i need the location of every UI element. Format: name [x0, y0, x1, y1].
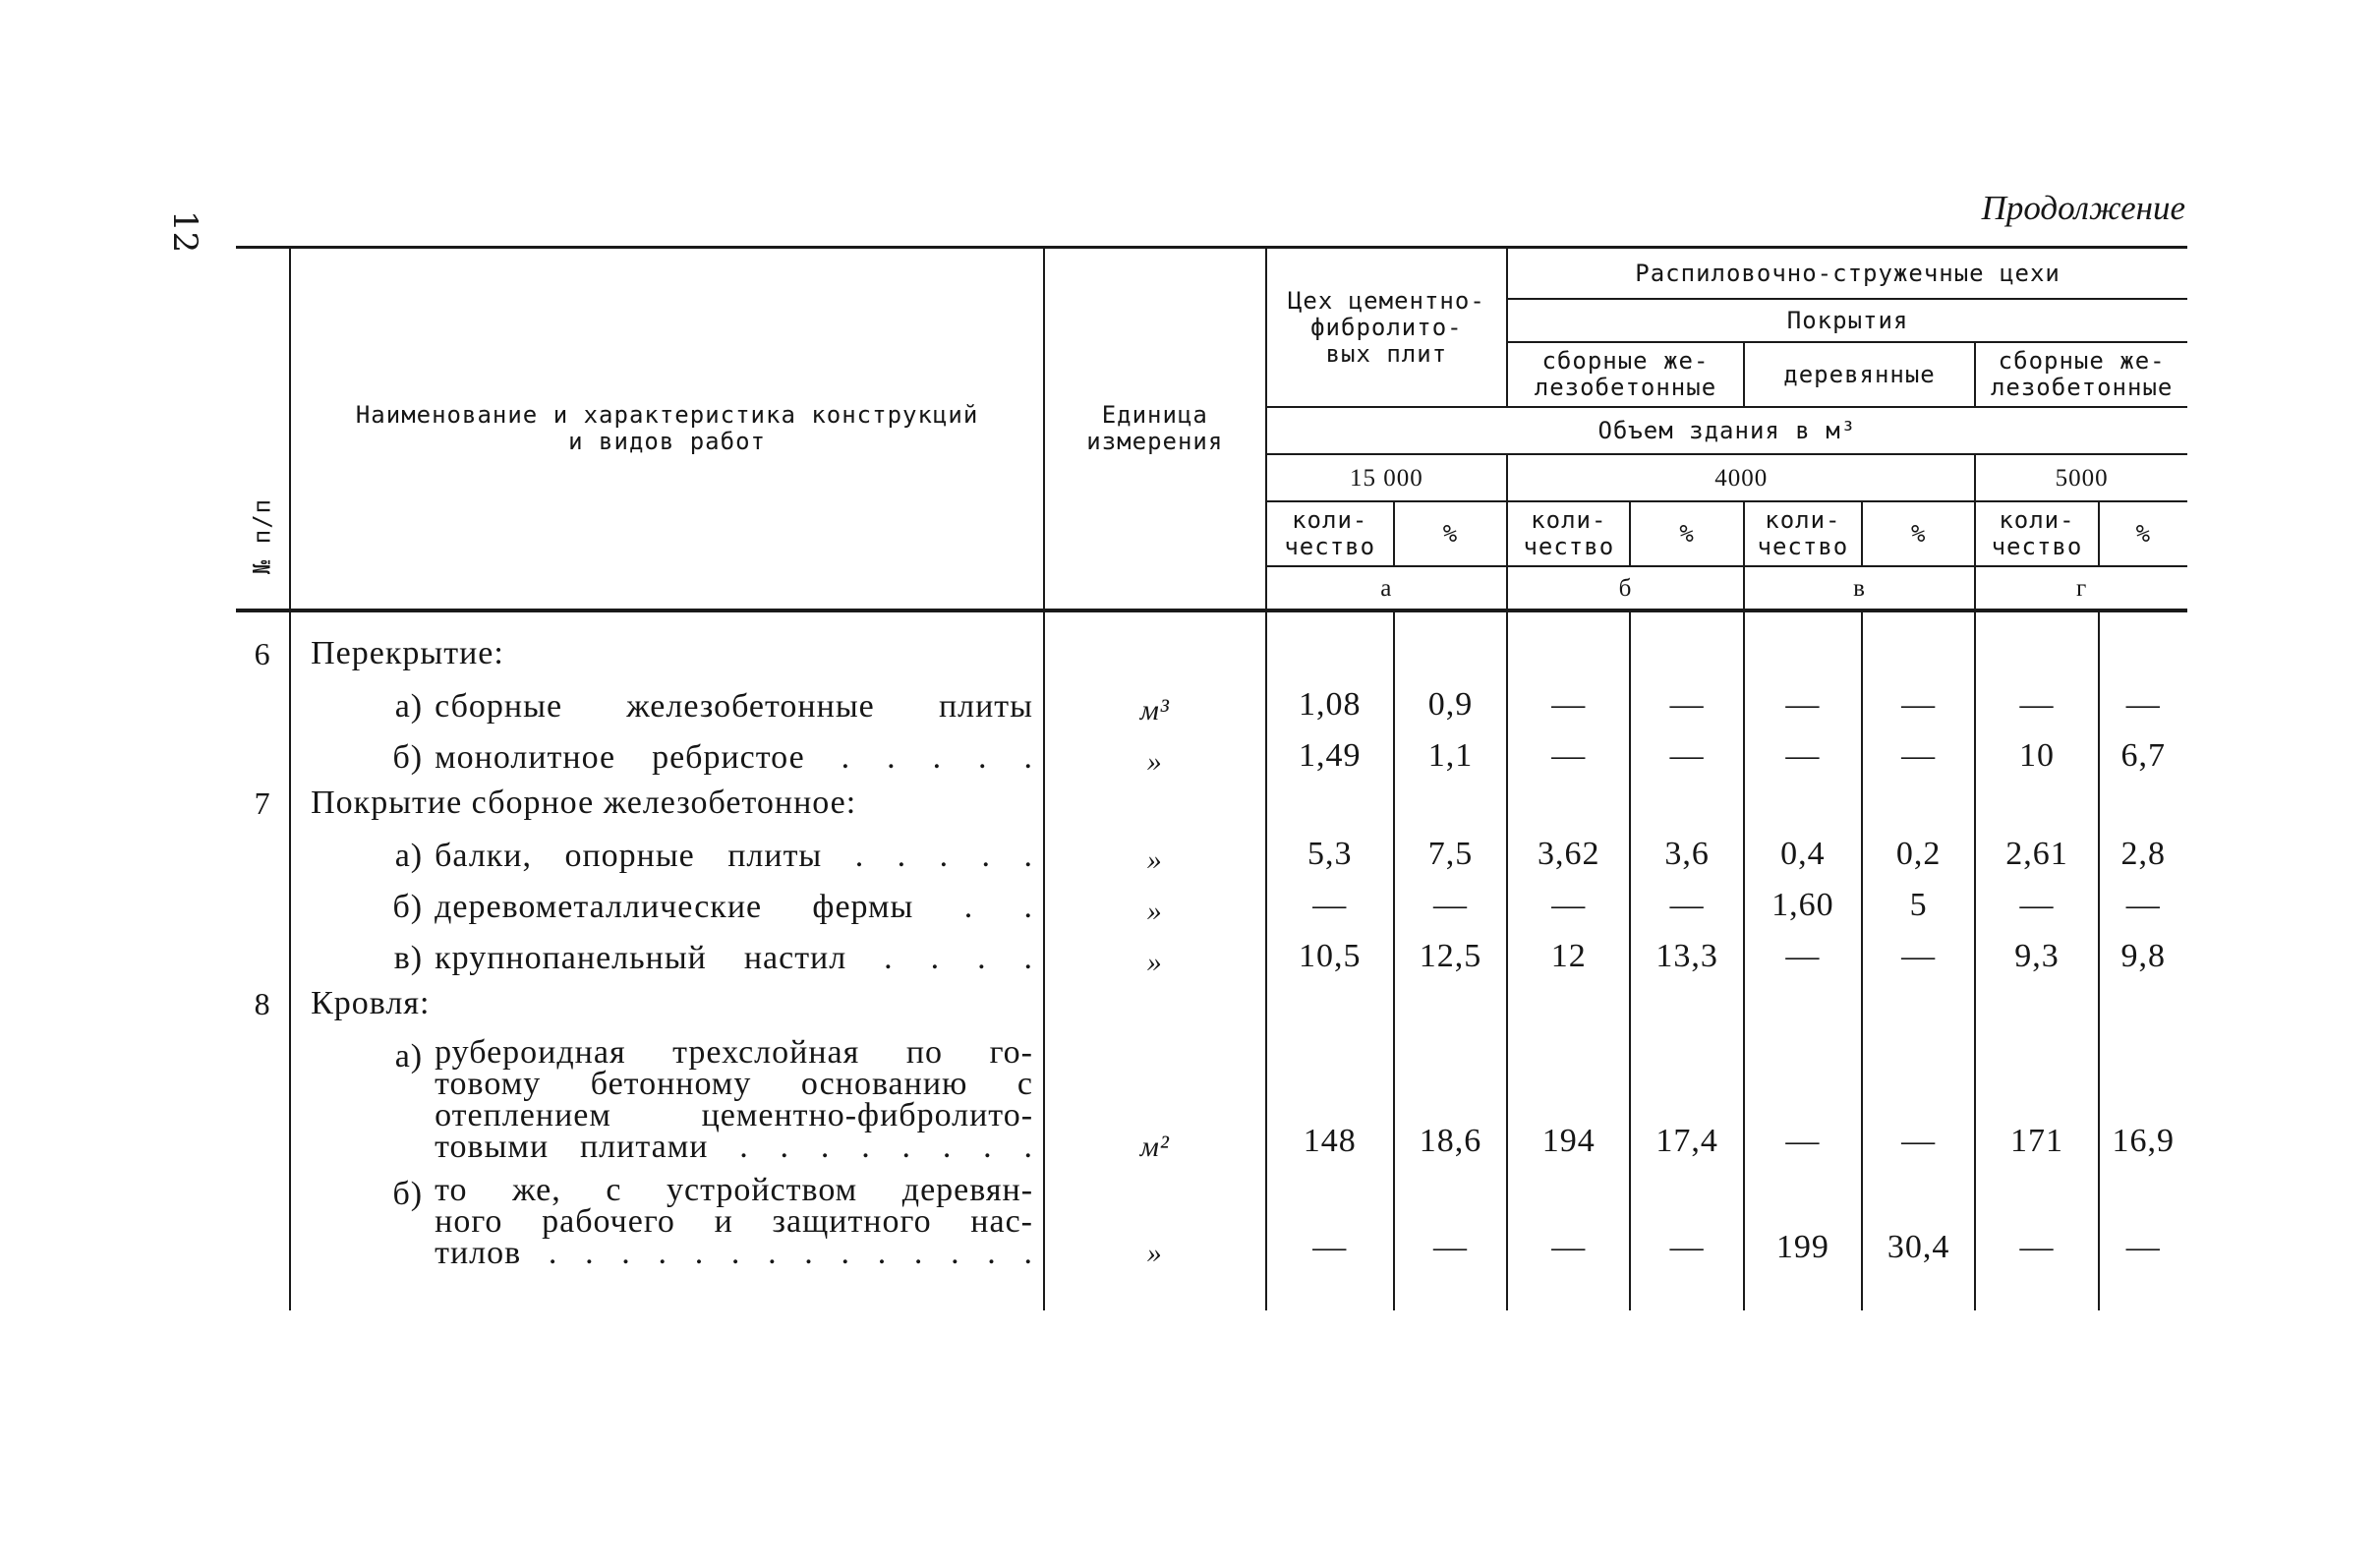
page-number: 12: [165, 210, 204, 254]
value-cell: —: [1507, 882, 1630, 933]
value-cell: —: [2099, 681, 2187, 732]
value-cell: 30,4: [1862, 1169, 1975, 1275]
value-cell: —: [1744, 732, 1862, 784]
header-unit: Единица измерения: [1044, 248, 1266, 611]
value-cell: —: [1862, 732, 1975, 784]
table-row: [236, 882, 2187, 933]
value-cell: 171: [1975, 1031, 2098, 1169]
header-pct-d: %: [2099, 501, 2187, 566]
value-cell: [2099, 634, 2187, 681]
value-cell: [1975, 634, 2098, 681]
value-cell: —: [1630, 681, 1743, 732]
value-cell: 194: [1507, 1031, 1630, 1169]
header-pct-c: %: [1862, 501, 1975, 566]
row-number: 8: [254, 986, 271, 1021]
value-cell: [1507, 984, 1630, 1031]
table-row: [236, 933, 2187, 984]
value-cell: [1744, 634, 1862, 681]
unit-cell: [1044, 634, 1266, 681]
item-name: [290, 831, 1044, 882]
value-cell: 10,5: [1266, 933, 1394, 984]
value-cell: —: [1266, 1169, 1394, 1275]
trailing-cell: [290, 1275, 1044, 1310]
unit-cell: [1044, 984, 1266, 1031]
value-cell: [1507, 634, 1630, 681]
value-cell: 148: [1266, 1031, 1394, 1169]
group-row: [236, 784, 2187, 831]
value-cell: 5: [1862, 882, 1975, 933]
value-cell: 1,1: [1394, 732, 1507, 784]
value-cell: —: [1975, 681, 2098, 732]
table-row: [236, 831, 2187, 882]
table-row: [236, 681, 2187, 732]
value-cell: [1862, 984, 1975, 1031]
group-row: [236, 634, 2187, 681]
header-qty-a: коли- чество: [1266, 501, 1394, 566]
trailing-cell: [1744, 1275, 1862, 1310]
item-name: [290, 1169, 1044, 1275]
value-cell: [1862, 784, 1975, 831]
header-volume-15000: 15 000: [1266, 454, 1508, 501]
group-name: Покрытие сборное железобетонное:: [290, 784, 1044, 831]
item-text-line: сборные железобетонные плиты: [435, 688, 1034, 725]
header-volume-4000: 4000: [1507, 454, 1975, 501]
trailing-cell: [2099, 1275, 2187, 1310]
value-cell: [1266, 634, 1394, 681]
value-cell: —: [1394, 882, 1507, 933]
value-cell: 12: [1507, 933, 1630, 984]
value-cell: 1,08: [1266, 681, 1394, 732]
value-cell: 12,5: [1394, 933, 1507, 984]
spacer-cell: [1394, 610, 1507, 634]
row-number: [236, 933, 290, 984]
spacer-cell: [1266, 610, 1394, 634]
item-label: в): [393, 940, 424, 976]
continuation-label: Продолжение: [1981, 189, 2185, 227]
value-cell: —: [1394, 1169, 1507, 1275]
spacer-cell: [236, 610, 290, 634]
spacer-cell: [2099, 610, 2187, 634]
value-cell: 13,3: [1630, 933, 1743, 984]
value-cell: [1507, 784, 1630, 831]
value-cell: [1394, 984, 1507, 1031]
header-qty-b: коли- чество: [1507, 501, 1630, 566]
trailing-cell: [1975, 1275, 2098, 1310]
value-cell: —: [1975, 1169, 2098, 1275]
value-cell: —: [1744, 681, 1862, 732]
spacer-row: [236, 610, 2187, 634]
unit-cell: м²: [1044, 1031, 1266, 1169]
value-cell: 10: [1975, 732, 2098, 784]
value-cell: [2099, 984, 2187, 1031]
header-volume: Объем здания в м³: [1266, 407, 2187, 454]
works-table: [236, 246, 2187, 1310]
item-label: а): [394, 688, 424, 725]
group-name: Перекрытие:: [290, 634, 1044, 681]
table-header: [236, 248, 2187, 611]
header-covering-concrete-1: сборные же- лезобетонные: [1507, 342, 1744, 407]
item-label: б): [392, 1176, 424, 1212]
value-cell: —: [1862, 681, 1975, 732]
value-cell: —: [2099, 882, 2187, 933]
header-pct-a: %: [1394, 501, 1507, 566]
unit-cell: [1044, 784, 1266, 831]
spacer-cell: [1744, 610, 1862, 634]
value-cell: —: [1744, 1031, 1862, 1169]
value-cell: 7,5: [1394, 831, 1507, 882]
row-number: 7: [254, 785, 271, 821]
header-letter-c: в: [1744, 566, 1976, 610]
value-cell: —: [1630, 882, 1743, 933]
header-shop-sawing: Распиловочно-стружечные цехи: [1507, 248, 2187, 300]
item-name: [290, 933, 1044, 984]
value-cell: —: [1744, 933, 1862, 984]
table-row: [236, 732, 2187, 784]
value-cell: 0,2: [1862, 831, 1975, 882]
unit-cell: »: [1044, 933, 1266, 984]
unit-cell: »: [1044, 732, 1266, 784]
item-text-line: ного рабочего и защитного нас-: [435, 1203, 1034, 1240]
value-cell: —: [1507, 732, 1630, 784]
value-cell: [1862, 634, 1975, 681]
spacer-cell: [290, 610, 1044, 634]
header-shop-cement: Цех цементно- фибролито- вых плит: [1266, 248, 1508, 408]
row-number: 6: [254, 636, 271, 671]
header-pct-b: %: [1630, 501, 1743, 566]
value-cell: 3,62: [1507, 831, 1630, 882]
value-cell: 0,4: [1744, 831, 1862, 882]
value-cell: —: [1862, 1031, 1975, 1169]
item-text-line: товыми плитами . . . . . . . .: [435, 1129, 1034, 1165]
spacer-cell: [1630, 610, 1743, 634]
value-cell: [1975, 784, 2098, 831]
item-label: б): [392, 889, 424, 925]
value-cell: [2099, 784, 2187, 831]
value-cell: —: [1507, 681, 1630, 732]
trailing-cell: [1507, 1275, 1630, 1310]
value-cell: [1266, 984, 1394, 1031]
value-cell: [1630, 634, 1743, 681]
item-text-line: деревометаллические фермы . .: [435, 889, 1034, 925]
value-cell: 9,8: [2099, 933, 2187, 984]
trailing-cell: [1630, 1275, 1743, 1310]
row-number: [236, 882, 290, 933]
value-cell: 6,7: [2099, 732, 2187, 784]
value-cell: —: [1630, 1169, 1743, 1275]
value-cell: —: [1975, 882, 2098, 933]
row-number: [236, 681, 290, 732]
value-cell: 199: [1744, 1169, 1862, 1275]
trailing-row: [236, 1275, 2187, 1310]
unit-cell: м³: [1044, 681, 1266, 732]
header-coverings: Покрытия: [1507, 299, 2187, 342]
value-cell: 1,60: [1744, 882, 1862, 933]
trailing-cell: [1044, 1275, 1266, 1310]
value-cell: 3,6: [1630, 831, 1743, 882]
item-text-line: крупнопанельный настил . . . .: [435, 940, 1034, 976]
header-letter-a: а: [1266, 566, 1508, 610]
row-number: [236, 831, 290, 882]
value-cell: [1744, 984, 1862, 1031]
item-text-line: то же, с устройством деревян-: [435, 1172, 1034, 1208]
header-covering-concrete-2: сборные же- лезобетонные: [1975, 342, 2187, 407]
header-qty-c: коли- чество: [1744, 501, 1862, 566]
value-cell: —: [1266, 882, 1394, 933]
item-label: б): [392, 739, 424, 776]
value-cell: [1975, 984, 2098, 1031]
row-number: [236, 1031, 290, 1169]
item-label: а): [394, 838, 424, 874]
item-label: а): [394, 1038, 424, 1074]
value-cell: [1266, 784, 1394, 831]
header-letter-b: б: [1507, 566, 1744, 610]
group-row: [236, 984, 2187, 1031]
table-row: [236, 1169, 2187, 1275]
value-cell: [1630, 984, 1743, 1031]
trailing-cell: [236, 1275, 290, 1310]
unit-cell: »: [1044, 1169, 1266, 1275]
value-cell: 17,4: [1630, 1031, 1743, 1169]
row-number: [236, 732, 290, 784]
unit-cell: »: [1044, 882, 1266, 933]
value-cell: 5,3: [1266, 831, 1394, 882]
value-cell: —: [2099, 1169, 2187, 1275]
item-text-line: рубероидная трехслойная по го-: [435, 1034, 1034, 1071]
item-text-line: тилов . . . . . . . . . . . . . .: [435, 1235, 1034, 1271]
group-name: Кровля:: [290, 984, 1044, 1031]
value-cell: [1394, 784, 1507, 831]
item-text-line: монолитное ребристое . . . . .: [435, 739, 1034, 776]
value-cell: 18,6: [1394, 1031, 1507, 1169]
item-name: [290, 681, 1044, 732]
item-name: [290, 732, 1044, 784]
header-covering-wood: деревянные: [1744, 342, 1976, 407]
table-row: [236, 1031, 2187, 1169]
header-volume-5000: 5000: [1975, 454, 2187, 501]
item-name: [290, 1031, 1044, 1169]
spacer-cell: [1862, 610, 1975, 634]
value-cell: [1630, 784, 1743, 831]
row-number: [236, 1169, 290, 1275]
trailing-cell: [1862, 1275, 1975, 1310]
item-text-line: отеплением цементно-фибролито-: [435, 1097, 1034, 1133]
value-cell: —: [1862, 933, 1975, 984]
header-qty-d: коли- чество: [1975, 501, 2098, 566]
header-name: Наименование и характеристика конструкций и видов работ: [290, 248, 1044, 611]
value-cell: 9,3: [1975, 933, 2098, 984]
value-cell: 16,9: [2099, 1031, 2187, 1169]
value-cell: 0,9: [1394, 681, 1507, 732]
unit-cell: »: [1044, 831, 1266, 882]
item-text-line: балки, опорные плиты . . . . .: [435, 838, 1034, 874]
value-cell: 2,8: [2099, 831, 2187, 882]
trailing-cell: [1394, 1275, 1507, 1310]
header-letter-d: г: [1975, 566, 2187, 610]
value-cell: [1744, 784, 1862, 831]
header-number: № п/п: [236, 248, 290, 611]
value-cell: 2,61: [1975, 831, 2098, 882]
value-cell: 1,49: [1266, 732, 1394, 784]
spacer-cell: [1507, 610, 1630, 634]
spacer-cell: [1975, 610, 2098, 634]
item-text-line: товому бетонному основанию с: [435, 1066, 1034, 1102]
value-cell: —: [1630, 732, 1743, 784]
spacer-cell: [1044, 610, 1266, 634]
table-body: [236, 610, 2187, 1310]
value-cell: [1394, 634, 1507, 681]
value-cell: —: [1507, 1169, 1630, 1275]
trailing-cell: [1266, 1275, 1394, 1310]
item-name: [290, 882, 1044, 933]
